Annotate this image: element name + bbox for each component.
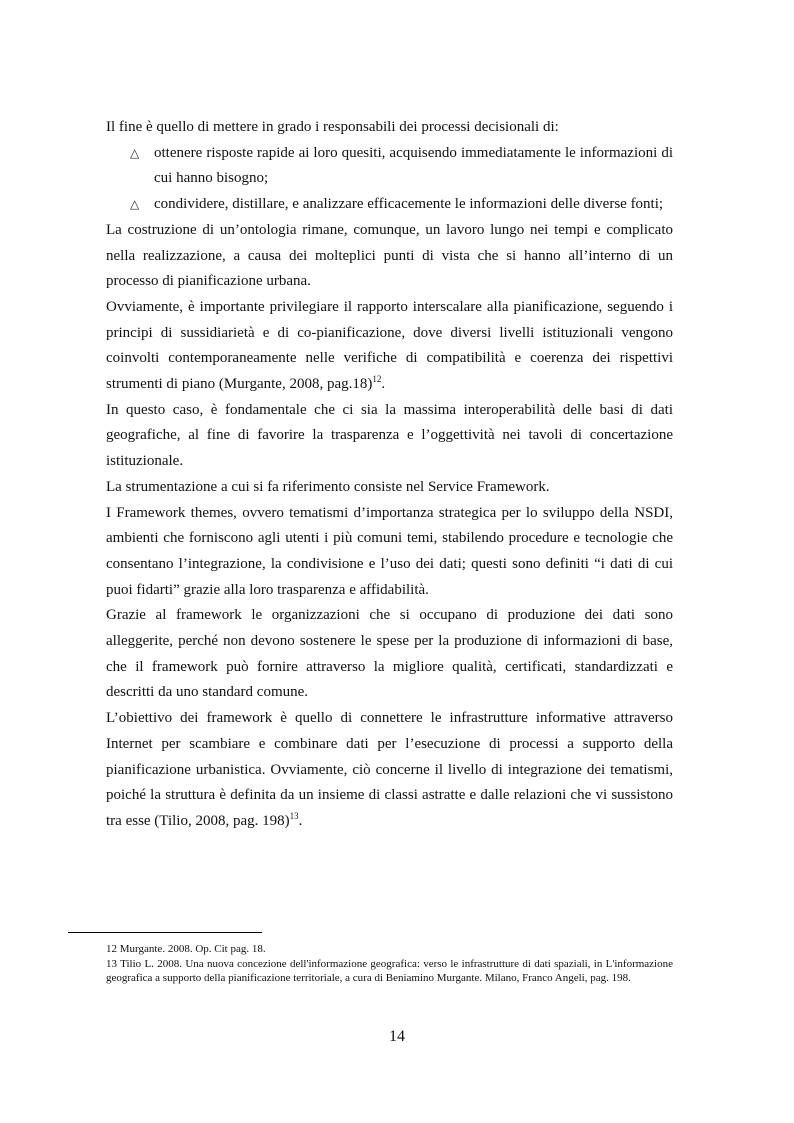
bullet-list [106, 141, 673, 218]
paragraph-interscalare: Ovviamente, è importante privilegiare il rapporto interscalare alla pianificazione, seguendo i principi di sussidiarietà e di co-pianificazione, dove diversi livelli istituzionali vengono coinvolti contemporaneamente nelle verifiche di compatibilità e coerenza dei rispettivi strumenti di piano (Murgante, 2008, pag.18)$^{12}$. [106, 298, 673, 393]
triangle-outline-icon: △ [130, 145, 140, 160]
footnote-ref-13[interactable]: 13 [289, 810, 299, 821]
bullet-item-1 [106, 141, 673, 192]
paragraph-framework-themes: I Framework themes, ovvero tematismi d’importanza strategica per lo sviluppo della NSDI, ambienti che forniscono agli utenti i più comuni temi, stabilendo procedure e tecnologie che consentano l’integrazione, la condivisione e l’uso dei dati; questi sono definiti “i dati di cui puoi fidarti” grazie alla loro trasparenza e affidabilità. [106, 504, 673, 598]
paragraph-obiettivo: L’obiettivo dei framework è quello di connettere le infrastrutture informative attraverso Internet per scambiare e combinare dati per l’esecuzione di processi a supporto della pianificazione urbanistica. Ovviamente, ciò concerne il livello di integrazione dei tematismi, poiché la struttura è definita da un insieme di classi astratte e dalle relazioni che vi sussistono tra esse (Tilio, 2008, pag. 198)$^{13}$. [106, 710, 673, 829]
paragraph-service-framework: La strumentazione a cui si fa riferimento consiste nel Service Framework. [106, 478, 550, 495]
footnotes [106, 942, 673, 986]
triangle-outline-icon: △ [130, 197, 140, 212]
intro-paragraph: Il fine è quello di mettere in grado i responsabili dei processi decisionali di: [106, 119, 559, 135]
bullet-text-1: ottenere risposte rapide ai loro quesiti, acquisendo immediatamente le informazioni di cui hanno bisogno; [154, 144, 673, 187]
bullet-item-2 [106, 192, 673, 218]
body-text [106, 115, 673, 835]
page-number: 14 [389, 1028, 405, 1045]
footnote-divider [68, 932, 262, 933]
paragraph-organizzazioni: Grazie al framework le organizzazioni che si occupano di produzione dei dati sono alleggerite, perché non devono sostenere le spese per la produzione di informazioni di base, che il framework può fornire attraverso la migliore qualità, certificati, standardizzati e descritti da uno standard comune. [106, 607, 673, 701]
footnote-12: 12 Murgante. 2008. Op. Cit pag. 18. [106, 943, 266, 955]
paragraph-interoperabilita: In questo caso, è fondamentale che ci sia la massima interoperabilità delle basi di dati geografiche, al fine di favorire la trasparenza e l’oggettività nei tavoli di concertazione istituzionale. [106, 401, 673, 470]
footnote-13: 13 Tilio L. 2008. Una nuova concezione dell'informazione geografica: verso le infrastrutture di dati spaziali, in L'informazione geografica a supporto della pianificazione territoriale, a cura di Beniamino Murgante. Milano, Franco Angeli, pag. 198. [106, 957, 673, 984]
bullet-text-2: condividere, distillare, e analizzare efficacemente le informazioni delle diverse fonti; [154, 196, 664, 213]
paragraph-ontologia: La costruzione di un’ontologia rimane, comunque, un lavoro lungo nei tempi e complicato nella realizzazione, a causa dei molteplici punti di vista che si hanno all’interno di un processo di pianificazione urbana. [106, 221, 673, 290]
footnote-ref-12[interactable]: 12 [372, 374, 382, 385]
